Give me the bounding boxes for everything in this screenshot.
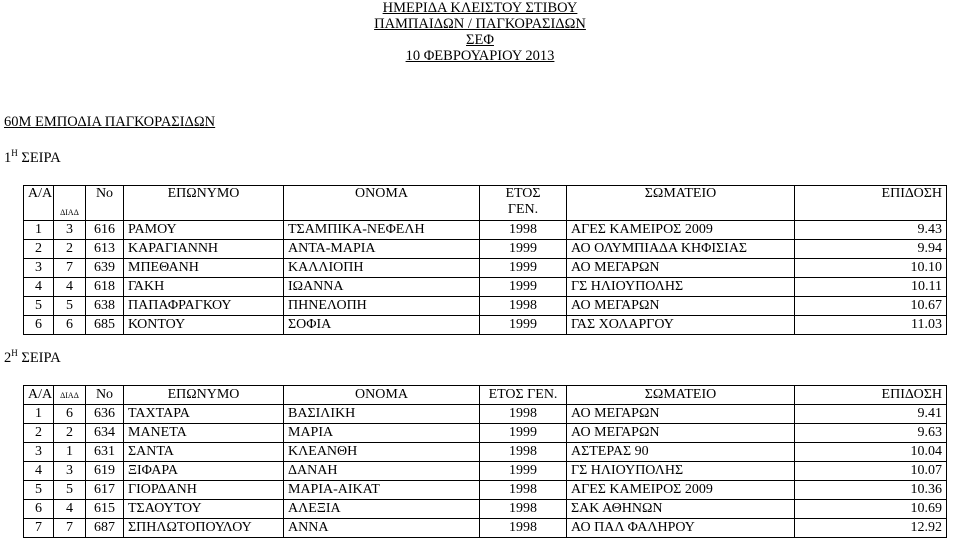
- cell-surname: ΤΑΧΤΑΡΑ: [124, 405, 284, 424]
- table-row: [24, 500, 947, 519]
- col-surname: ΕΠΩΝΥΜΟ: [124, 386, 284, 405]
- header-category: ΠΑΜΠΑΙΔΩΝ / ΠΑΓΚΟΡΑΣΙΔΩΝ: [374, 16, 586, 32]
- cell-result: 9.41: [795, 405, 947, 424]
- heat-number: 1: [4, 149, 12, 166]
- cell-no: 636: [86, 405, 124, 424]
- cell-surname: ΤΣΑΟΥΤΟΥ: [124, 500, 284, 519]
- table-header-row: [24, 186, 947, 221]
- table-row: [24, 405, 947, 424]
- table-row: [24, 240, 947, 259]
- heat1-results-table: [23, 185, 947, 335]
- cell-year: 1998: [480, 481, 567, 500]
- cell-year: 1999: [480, 278, 567, 297]
- heat1-heading: [4, 148, 61, 167]
- cell-lane: 7: [54, 259, 86, 278]
- event-title: 60Μ ΕΜΠΟΔΙΑ ΠΑΓΚΟΡΑΣΙΔΩΝ: [4, 114, 216, 130]
- cell-club: ΓΑΣ ΧΟΛΑΡΓΟΥ: [567, 316, 795, 335]
- col-aa: Α/Α: [24, 386, 54, 405]
- cell-no: 634: [86, 424, 124, 443]
- col-club: ΣΩΜΑΤΕΙΟ: [567, 386, 795, 405]
- cell-year: 1999: [480, 424, 567, 443]
- cell-surname: ΡΑΜΟΥ: [124, 221, 284, 240]
- heat-superscript: Η: [11, 148, 18, 158]
- cell-no: 618: [86, 278, 124, 297]
- cell-aa: 3: [24, 443, 54, 462]
- cell-no: 639: [86, 259, 124, 278]
- cell-club: ΓΣ ΗΛΙΟΥΠΟΛΗΣ: [567, 278, 795, 297]
- cell-lane: 5: [54, 297, 86, 316]
- col-name: ΟΝΟΜΑ: [284, 186, 480, 221]
- cell-no: 631: [86, 443, 124, 462]
- heat-label: ΣΕΙΡΑ: [21, 349, 61, 366]
- cell-club: ΑΟ ΠΑΛ ΦΑΛΗΡΟΥ: [567, 519, 795, 538]
- cell-surname: ΞΙΦΑΡΑ: [124, 462, 284, 481]
- cell-year: 1998: [480, 405, 567, 424]
- table-row: [24, 259, 947, 278]
- cell-lane: 6: [54, 316, 86, 335]
- col-aa: Α/Α: [24, 186, 54, 221]
- cell-surname: ΜΠΕΘΑΝΗ: [124, 259, 284, 278]
- cell-aa: 6: [24, 500, 54, 519]
- table-row: [24, 316, 947, 335]
- cell-no: 613: [86, 240, 124, 259]
- cell-no: 615: [86, 500, 124, 519]
- cell-aa: 6: [24, 316, 54, 335]
- col-club: ΣΩΜΑΤΕΙΟ: [567, 186, 795, 221]
- cell-lane: 6: [54, 405, 86, 424]
- cell-name: ΚΑΛΛΙΟΠΗ: [284, 259, 480, 278]
- cell-lane: 3: [54, 462, 86, 481]
- cell-result: 10.07: [795, 462, 947, 481]
- cell-result: 9.94: [795, 240, 947, 259]
- col-year: ΕΤΟΣ ΓΕΝ.: [480, 386, 567, 405]
- cell-no: 685: [86, 316, 124, 335]
- cell-name: ΙΩΑΝΝΑ: [284, 278, 480, 297]
- cell-surname: ΚΟΝΤΟΥ: [124, 316, 284, 335]
- cell-surname: ΓΑΚΗ: [124, 278, 284, 297]
- cell-result: 10.67: [795, 297, 947, 316]
- cell-lane: 7: [54, 519, 86, 538]
- cell-no: 687: [86, 519, 124, 538]
- cell-lane: 2: [54, 424, 86, 443]
- cell-name: ΑΝΝΑ: [284, 519, 480, 538]
- header-title: ΗΜΕΡΙΔΑ ΚΛΕΙΣΤΟΥ ΣΤΙΒΟΥ: [382, 0, 578, 16]
- cell-lane: 4: [54, 278, 86, 297]
- cell-name: ΤΣΑΜΠΙΚΑ-ΝΕΦΕΛΗ: [284, 221, 480, 240]
- cell-surname: ΚΑΡΑΓΙΑΝΝΗ: [124, 240, 284, 259]
- cell-aa: 4: [24, 462, 54, 481]
- heat-superscript: Η: [11, 348, 18, 358]
- cell-name: ΑΛΕΞΙΑ: [284, 500, 480, 519]
- col-no: Νο: [86, 186, 124, 221]
- header-venue: ΣΕΦ: [466, 32, 494, 48]
- cell-aa: 5: [24, 481, 54, 500]
- col-lane: ΔΙΑΔ: [54, 186, 86, 221]
- cell-club: ΑΟ ΜΕΓΑΡΩΝ: [567, 405, 795, 424]
- col-result: ΕΠΙΔΟΣΗ: [795, 386, 947, 405]
- col-year: ΕΤΟΣ ΓΕΝ.: [480, 186, 567, 221]
- cell-name: ΔΑΝΑΗ: [284, 462, 480, 481]
- cell-club: ΑΟ ΟΛΥΜΠΙΑΔΑ ΚΗΦΙΣΙΑΣ: [567, 240, 795, 259]
- cell-lane: 2: [54, 240, 86, 259]
- cell-name: ΑΝΤΑ-ΜΑΡΙΑ: [284, 240, 480, 259]
- table-row: [24, 278, 947, 297]
- cell-name: ΠΗΝΕΛΟΠΗ: [284, 297, 480, 316]
- cell-year: 1999: [480, 259, 567, 278]
- heat-number: 2: [4, 349, 12, 366]
- heat2-results-table: [23, 385, 947, 538]
- cell-lane: 3: [54, 221, 86, 240]
- table-row: [24, 481, 947, 500]
- cell-year: 1999: [480, 240, 567, 259]
- cell-name: ΜΑΡΙΑ: [284, 424, 480, 443]
- cell-surname: ΣΠΗΛΩΤΟΠΟΥΛΟΥ: [124, 519, 284, 538]
- cell-aa: 2: [24, 424, 54, 443]
- cell-lane: 5: [54, 481, 86, 500]
- cell-aa: 1: [24, 221, 54, 240]
- cell-year: 1998: [480, 221, 567, 240]
- cell-lane: 4: [54, 500, 86, 519]
- col-no: Νο: [86, 386, 124, 405]
- cell-name: ΣΟΦΙΑ: [284, 316, 480, 335]
- table-row: [24, 443, 947, 462]
- cell-result: 9.43: [795, 221, 947, 240]
- cell-year: 1998: [480, 500, 567, 519]
- cell-no: 616: [86, 221, 124, 240]
- cell-aa: 2: [24, 240, 54, 259]
- cell-result: 10.04: [795, 443, 947, 462]
- cell-club: ΣΑΚ ΑΘΗΝΩΝ: [567, 500, 795, 519]
- cell-result: 10.11: [795, 278, 947, 297]
- cell-aa: 5: [24, 297, 54, 316]
- cell-no: 638: [86, 297, 124, 316]
- cell-name: ΜΑΡΙΑ-ΑΙΚΑΤ: [284, 481, 480, 500]
- table-row: [24, 221, 947, 240]
- cell-year: 1998: [480, 443, 567, 462]
- col-result: ΕΠΙΔΟΣΗ: [795, 186, 947, 221]
- cell-result: 9.63: [795, 424, 947, 443]
- cell-surname: ΠΑΠΑΦΡΑΓΚΟΥ: [124, 297, 284, 316]
- table-row: [24, 462, 947, 481]
- cell-club: ΑΟ ΜΕΓΑΡΩΝ: [567, 424, 795, 443]
- heat-label: ΣΕΙΡΑ: [21, 149, 61, 166]
- cell-year: 1998: [480, 519, 567, 538]
- cell-club: ΑΓΕΣ ΚΑΜΕΙΡΟΣ 2009: [567, 221, 795, 240]
- cell-result: 10.36: [795, 481, 947, 500]
- cell-result: 10.69: [795, 500, 947, 519]
- heat2-heading: [4, 348, 61, 367]
- col-name: ΟΝΟΜΑ: [284, 386, 480, 405]
- cell-aa: 7: [24, 519, 54, 538]
- cell-surname: ΓΙΟΡΔΑΝΗ: [124, 481, 284, 500]
- cell-lane: 1: [54, 443, 86, 462]
- cell-year: 1999: [480, 462, 567, 481]
- header-date: 10 ΦΕΒΡΟΥΑΡΙΟΥ 2013: [405, 48, 555, 64]
- cell-year: 1998: [480, 297, 567, 316]
- col-surname: ΕΠΩΝΥΜΟ: [124, 186, 284, 221]
- document-header: [0, 0, 960, 64]
- cell-surname: ΜΑΝΕΤΑ: [124, 424, 284, 443]
- cell-result: 10.10: [795, 259, 947, 278]
- cell-club: ΑΟ ΜΕΓΑΡΩΝ: [567, 297, 795, 316]
- cell-club: ΑΓΕΣ ΚΑΜΕΙΡΟΣ 2009: [567, 481, 795, 500]
- table-row: [24, 297, 947, 316]
- cell-club: ΓΣ ΗΛΙΟΥΠΟΛΗΣ: [567, 462, 795, 481]
- cell-year: 1999: [480, 316, 567, 335]
- cell-result: 11.03: [795, 316, 947, 335]
- table-header-row: [24, 386, 947, 405]
- cell-aa: 3: [24, 259, 54, 278]
- cell-club: ΑΣΤΕΡΑΣ 90: [567, 443, 795, 462]
- cell-aa: 1: [24, 405, 54, 424]
- table-row: [24, 424, 947, 443]
- cell-result: 12.92: [795, 519, 947, 538]
- col-lane: ΔΙΑΔ: [54, 386, 86, 405]
- cell-aa: 4: [24, 278, 54, 297]
- cell-no: 617: [86, 481, 124, 500]
- cell-surname: ΣΑΝΤΑ: [124, 443, 284, 462]
- cell-no: 619: [86, 462, 124, 481]
- table-row: [24, 519, 947, 538]
- cell-club: ΑΟ ΜΕΓΑΡΩΝ: [567, 259, 795, 278]
- cell-name: ΚΛΕΑΝΘΗ: [284, 443, 480, 462]
- cell-name: ΒΑΣΙΛΙΚΗ: [284, 405, 480, 424]
